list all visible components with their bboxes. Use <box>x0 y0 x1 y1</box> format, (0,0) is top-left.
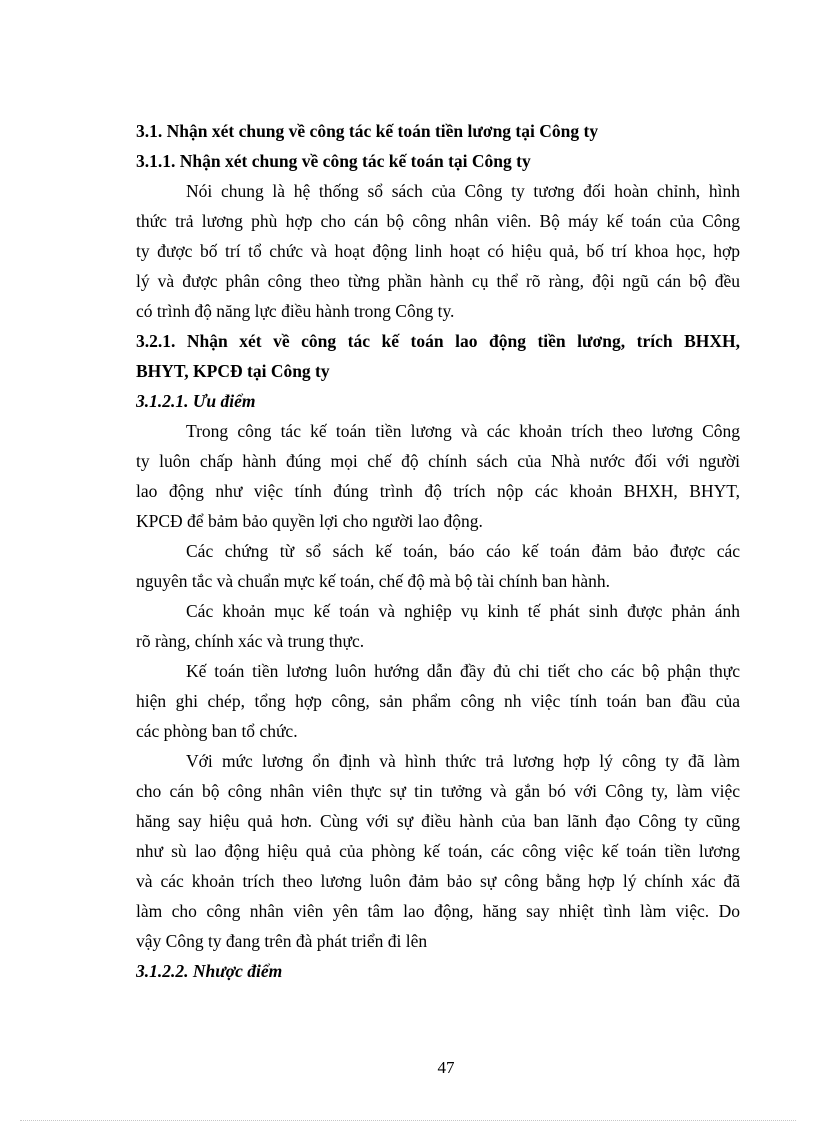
paragraph-line: và các khoản trích theo lương luôn đảm bảo sự công bằng hợp lý chính xác đã <box>136 871 740 891</box>
paragraph-line: Các khoản mục kế toán và nghiệp vụ kinh tế phát sinh được phản ánh <box>186 601 740 621</box>
paragraph-line: Với mức lương ổn định và hình thức trả lương hợp lý công ty đã làm <box>186 751 740 771</box>
paragraph-line: lao động như việc tính đúng trình độ trích nộp các khoản BHXH, BHYT, <box>136 481 740 501</box>
paragraph-line: rõ ràng, chính xác và trung thực. <box>136 631 365 651</box>
paragraph-accounts <box>136 596 740 656</box>
paragraph-line: Trong công tác kế toán tiền lương và các khoản trích theo lương Công <box>186 421 740 441</box>
heading-3-1-1: 3.1.1. Nhận xét chung về công tác kế toán tại Công ty <box>136 151 531 171</box>
paragraph-line: nguyên tắc và chuẩn mực kế toán, chế độ mà bộ tài chính ban hành. <box>136 571 611 591</box>
paragraph-line: Nói chung là hệ thống sổ sách của Công ty tương đối hoàn chỉnh, hình <box>186 181 740 201</box>
heading-line: 3.2.1. Nhận xét về công tác kế toán lao động tiền lương, trích BHXH, <box>136 331 740 351</box>
heading-3-1: 3.1. Nhận xét chung về công tác kế toán tiền lương tại Công ty <box>136 121 599 141</box>
heading-3-1-2-1: 3.1.2.1. Ưu điểm <box>136 391 256 411</box>
paragraph-line: lý và được phân công theo từng phần hành cụ thể rõ ràng, đội ngũ cán bộ đều <box>136 271 740 291</box>
paragraph-line: Các chứng từ sổ sách kế toán, báo cáo kế toán đảm bảo được các <box>186 541 740 561</box>
paragraph-line: như sù lao động hiệu quả của phòng kế toán, các công việc kế toán tiền lương <box>136 841 740 861</box>
heading-line: BHYT, KPCĐ tại Công ty <box>136 361 330 381</box>
paragraph-line: các phòng ban tổ chức. <box>136 721 298 741</box>
heading-3-1-2-2: 3.1.2.2. Nhược điểm <box>136 961 283 981</box>
paragraph-documents <box>136 536 740 596</box>
paragraph-line: hăng say hiệu quả hơn. Cùng với sự điều hành của ban lãnh đạo Công ty cũng <box>136 811 740 831</box>
heading-3-2-1 <box>136 326 740 386</box>
paragraph-line: làm cho công nhân viên yên tâm lao động, hăng say nhiệt tình làm việc. Do <box>136 901 740 921</box>
paragraph-line: thức trả lương phù hợp cho cán bộ công nhân viên. Bộ máy kế toán của Công <box>136 211 740 231</box>
paragraph-line: vậy Công ty đang trên đà phát triển đi lên <box>136 931 428 951</box>
paragraph-salary-stability <box>136 746 740 956</box>
page-bottom-divider <box>20 1120 796 1121</box>
paragraph-compliance <box>136 416 740 536</box>
paragraph-line: hiện ghi chép, tổng hợp công, sản phẩm công nh việc tính toán ban đầu của <box>136 691 740 711</box>
page-body <box>136 116 740 986</box>
paragraph-line: có trình độ năng lực điều hành trong Công ty. <box>136 301 455 321</box>
paragraph-line: cho cán bộ công nhân viên thực sự tin tưởng và gắn bó với Công ty, làm việc <box>136 781 740 801</box>
page-number: 47 <box>437 1058 455 1077</box>
paragraph-line: ty được bố trí tổ chức và hoạt động linh hoạt có hiệu quả, bố trí khoa học, hợp <box>136 241 740 261</box>
paragraph-line: Kế toán tiền lương luôn hướng dẫn đầy đủ chi tiết cho các bộ phận thực <box>186 661 740 681</box>
paragraph-general-assessment <box>136 176 740 326</box>
paragraph-line: ty luôn chấp hành đúng mọi chế độ chính sách của Nhà nước đối với người <box>136 451 740 471</box>
paragraph-line: KPCĐ để bảm bảo quyền lợi cho người lao động. <box>136 511 483 531</box>
paragraph-guidance <box>136 656 740 746</box>
